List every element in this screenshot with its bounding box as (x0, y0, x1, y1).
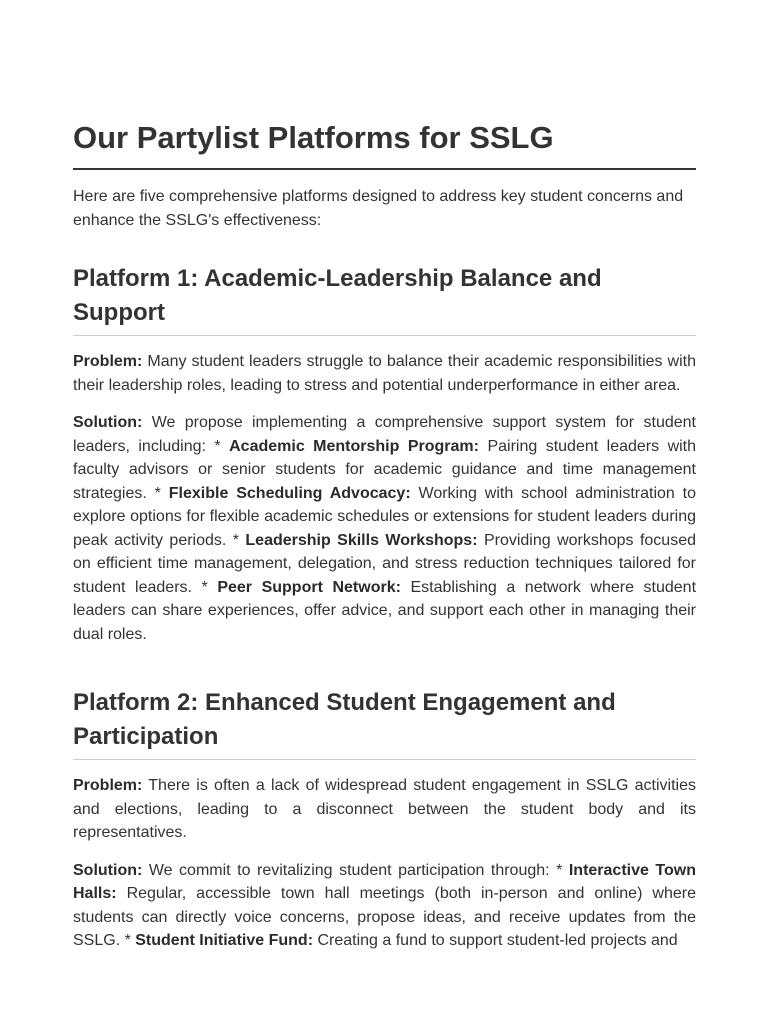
platform-1-section (73, 262, 696, 646)
item-label: Leadership Skills Workshops: (245, 531, 478, 549)
solution-intro: We commit to revitalizing student participation through: * (142, 861, 569, 879)
problem-text: Many student leaders struggle to balance their academic responsibilities with their leadership roles, leading to stress and potential underperformance in either area. (73, 353, 696, 394)
platform-1-heading: Platform 1: Academic-Leadership Balance and Support (73, 262, 696, 336)
item-text: Creating a fund to support student-led projects and (313, 932, 678, 949)
platform-2-problem (73, 774, 696, 845)
platform-1-solution (73, 411, 696, 646)
item-text: Establishing a network where student leaders can share experiences, offer advice, and support each other in managing their dual roles. (73, 578, 697, 643)
item-text: Providing workshops focused on efficient time management, delegation, and stress reduction techniques tailored for student leaders. * (73, 531, 696, 596)
item-label: Peer Support Network: (217, 578, 401, 596)
page-title: Our Partylist Platforms for SSLG (73, 118, 696, 170)
problem-label: Problem: (73, 353, 143, 370)
platform-2-section (73, 686, 696, 953)
document-page (73, 118, 696, 953)
item-text: Pairing student leaders with faculty advisors or senior students for academic guidance and time management strategies. * (73, 437, 697, 502)
item-label: Academic Mentorship Program: (229, 437, 479, 455)
item-label: Flexible Scheduling Advocacy: (168, 484, 411, 502)
platform-1-problem (73, 350, 696, 397)
item-text: Working with school administration to explore options for flexible academic schedules or extensions for student leaders during peak activity periods. * (73, 484, 697, 549)
problem-text: There is often a lack of widespread student engagement in SSLG activities and elections, leading to a disconnect between the student body and its representatives. (73, 777, 696, 841)
solution-intro: We propose implementing a comprehensive support system for student leaders, including: * (73, 414, 696, 455)
item-label: Student Initiative Fund: (135, 932, 314, 949)
problem-label: Problem: (73, 777, 143, 794)
platform-2-heading: Platform 2: Enhanced Student Engagement and Participation (73, 686, 696, 760)
solution-label: Solution: (73, 861, 143, 879)
platform-2-solution (73, 859, 696, 953)
solution-label: Solution: (73, 414, 143, 431)
intro-paragraph: Here are five comprehensive platforms designed to address key student concerns and enhance the SSLG's effectiveness: (73, 188, 684, 229)
item-text: Regular, accessible town hall meetings (both in-person and online) where students can directly voice concerns, propose ideas, and receive updates from the SSLG. * (73, 885, 696, 949)
item-label: Interactive Town Halls: (73, 861, 696, 902)
